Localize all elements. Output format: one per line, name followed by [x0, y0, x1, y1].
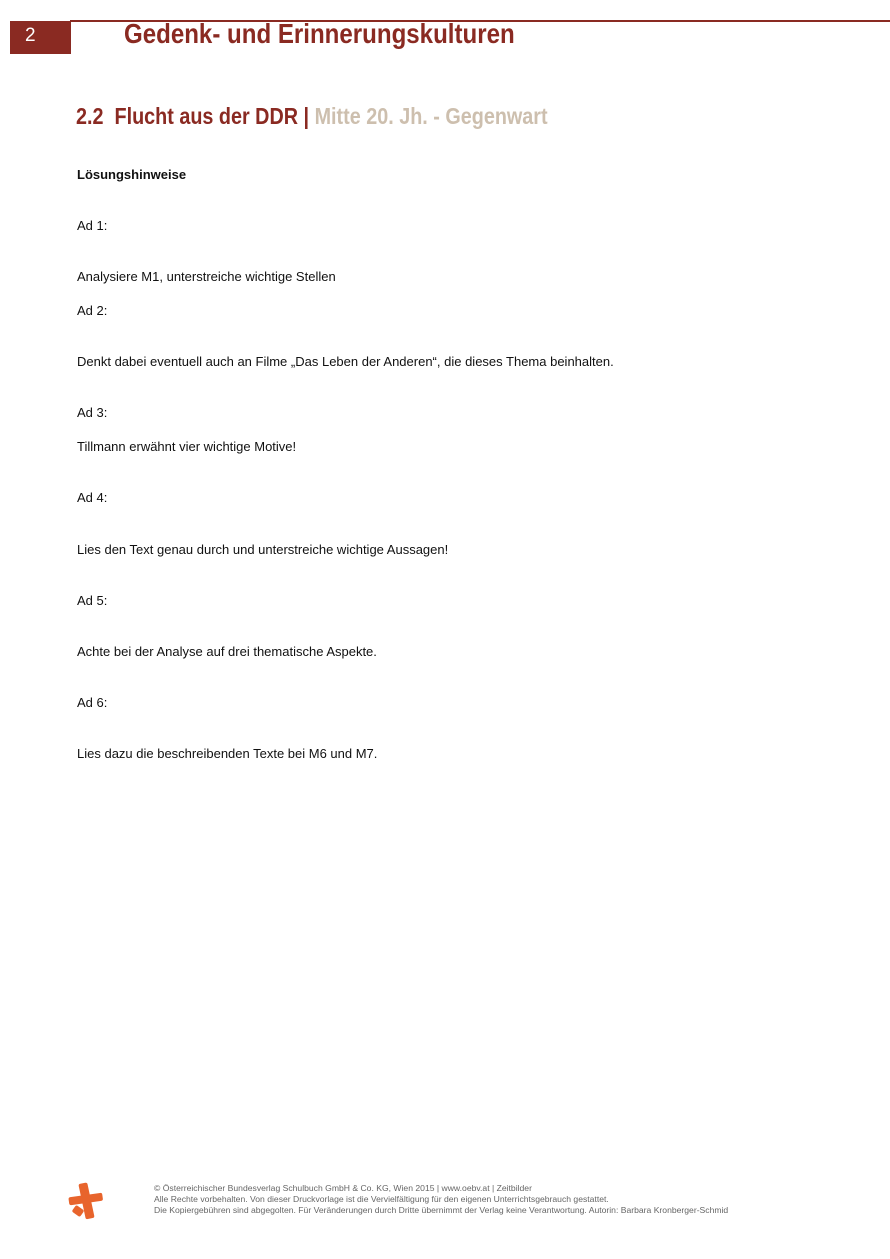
item-label: Ad 3:	[77, 405, 108, 420]
footer-line: Die Kopiergebühren sind abgegolten. Für Veränderungen durch Dritte übernimmt der Verlag keine Verantwortung. Autorin: Barbara Kronberger-Schmid	[154, 1205, 729, 1215]
footer-line: © Österreichischer Bundesverlag Schulbuch GmbH & Co. KG, Wien 2015 | www.oebv.at | Zeitbilder	[154, 1183, 532, 1193]
section-title	[76, 103, 548, 130]
publisher-logo-icon	[66, 1181, 106, 1221]
item-text: Lies den Text genau durch und unterstreiche wichtige Aussagen!	[77, 542, 449, 557]
item-text: Denkt dabei eventuell auch an Filme „Das Leben der Anderen“, die dieses Thema beinhalten.	[77, 354, 614, 369]
item-label: Ad 6:	[77, 695, 108, 710]
section-number: 2.2	[76, 103, 104, 129]
item-text: Achte bei der Analyse auf drei thematische Aspekte.	[77, 644, 377, 659]
footer-line: Alle Rechte vorbehalten. Von dieser Druckvorlage ist die Vervielfältigung für den eigenen Unterrichtsgebrauch gestattet.	[154, 1194, 609, 1204]
section-main-title: Flucht aus der DDR	[114, 103, 299, 129]
footer-copyright	[154, 1183, 728, 1216]
section-subtitle: Mitte 20. Jh. - Gegenwart	[314, 103, 548, 129]
page-title: Gedenk- und Erinnerungskulturen	[124, 18, 515, 49]
item-label: Ad 4:	[77, 490, 108, 505]
content-heading: Lösungshinweise	[77, 167, 187, 182]
section-separator: |	[303, 103, 310, 129]
item-label: Ad 1:	[77, 218, 108, 233]
item-text: Tillmann erwähnt vier wichtige Motive!	[77, 439, 297, 454]
item-label: Ad 5:	[77, 593, 108, 608]
item-text: Lies dazu die beschreibenden Texte bei M6 und M7.	[77, 746, 378, 761]
page-number-badge	[10, 21, 71, 54]
page-number: 2	[25, 25, 36, 46]
item-text: Analysiere M1, unterstreiche wichtige Stellen	[77, 269, 336, 284]
item-label: Ad 2:	[77, 303, 108, 318]
